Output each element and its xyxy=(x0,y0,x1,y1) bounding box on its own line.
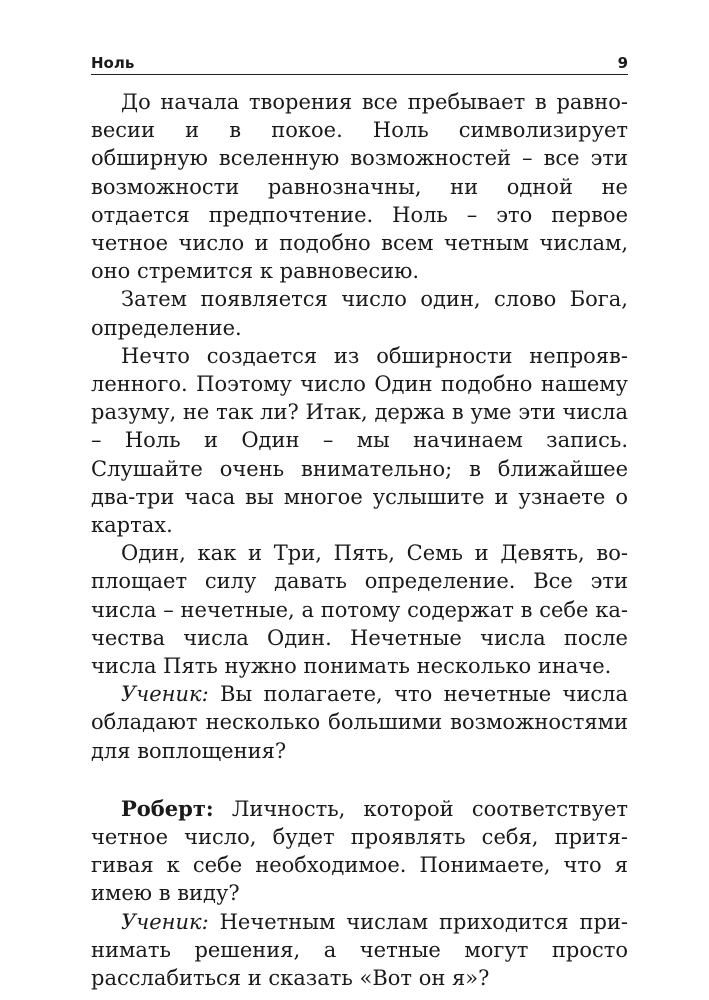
paragraph-text: Нечто создается из обширности непроявленного. Поэтому число Один подобно нашему разуму, не так ли? Итак, держа в уме эти числа – Ноль и Один – мы начинаем запись. Слушайте очень внимательно; в ближайшее два-три часа вы многое услышите и узнаете о картах. xyxy=(91,343,628,538)
dialogue-text: Нечетным числам приходится принимать решения, а четные могут просто расслабиться и сказать «Вот он я»? xyxy=(91,909,628,991)
dialogue-student xyxy=(91,680,628,765)
paragraph-gap xyxy=(91,765,628,795)
dialogue-student xyxy=(91,908,628,993)
speaker-label: Ученик: xyxy=(121,909,209,934)
dialogue-robert xyxy=(91,795,628,908)
speaker-label: Ученик: xyxy=(121,682,209,707)
paragraph xyxy=(91,342,628,539)
dialogue-text: Личность, которой соответствует четное число, будет проявлять себя, притягивая к себе необходимое. Понимаете, что я имею в виду? xyxy=(91,796,628,906)
paragraph xyxy=(91,539,628,680)
paragraph-text: До начала творения все пребывает в равновесии и в покое. Ноль символизирует обширную вселенную возможностей – все эти возможности равнозначны, ни одной не отдается предпочтение. Ноль – это первое четное число и подобно всем четным числам, оно стремится к равновесию. xyxy=(91,90,628,284)
dialogue-text: Вы полагаете, что нечетные числа обладают несколько большими возможностями для воплощения? xyxy=(91,682,628,763)
chapter-title: Ноль xyxy=(91,54,135,72)
paragraph xyxy=(91,285,628,341)
paragraph-text: Один, как и Три, Пять, Семь и Девять, воплощает силу давать определение. Все эти числа – нечетные, а потому содержат в себе качества числа Один. Нечетные числа после числа Пять нужно понимать несколько иначе. xyxy=(91,541,628,679)
speaker-label: Роберт: xyxy=(121,795,214,821)
page-number: 9 xyxy=(617,54,628,72)
body-text xyxy=(91,88,628,992)
paragraph-text: Затем появляется число один, слово Бога, определение. xyxy=(91,287,628,340)
paragraph xyxy=(91,88,628,285)
running-header xyxy=(91,52,628,75)
